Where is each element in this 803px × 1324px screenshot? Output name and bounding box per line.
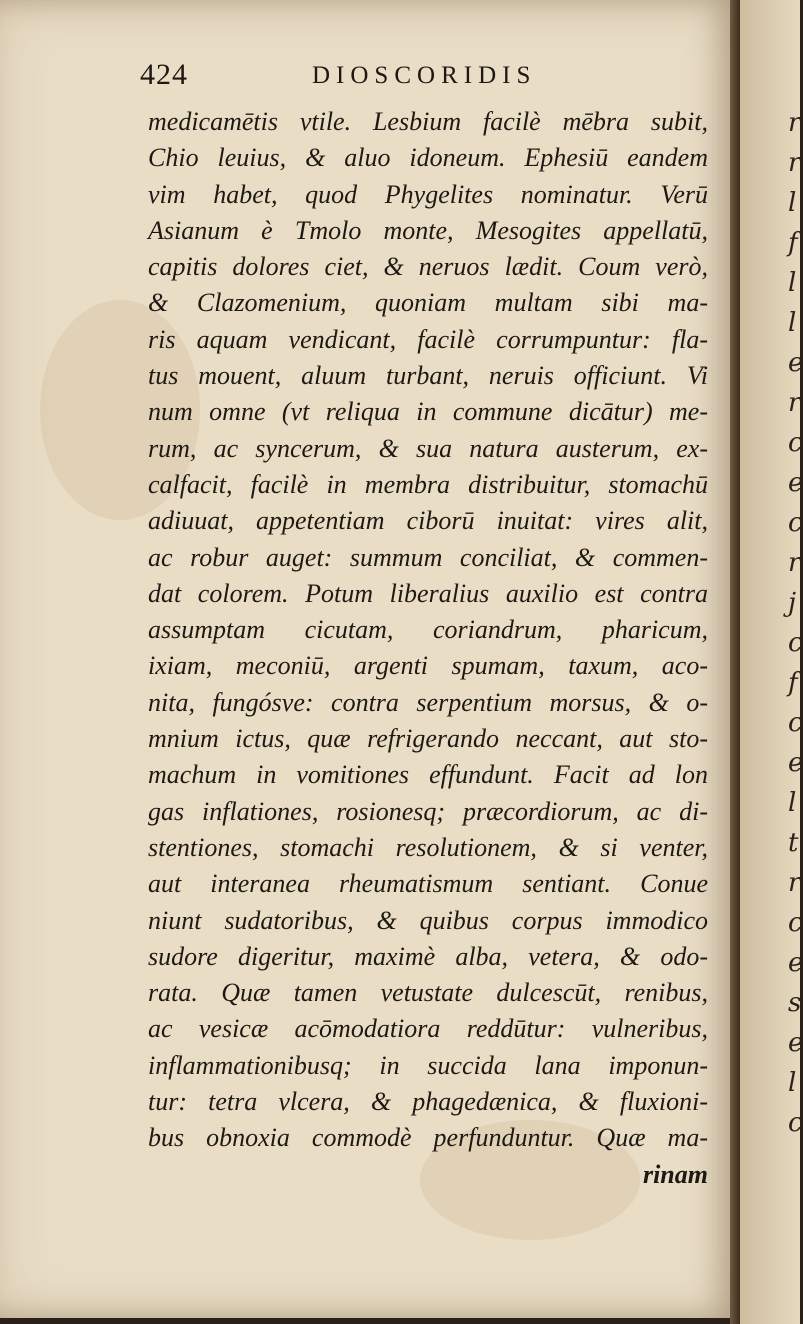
facing-page-glyph: r bbox=[788, 548, 801, 578]
facing-page-glyph: t bbox=[788, 828, 799, 858]
book-gutter bbox=[730, 0, 740, 1324]
text-line: ixiam, meconiū, argenti spumam, taxum, aco- bbox=[148, 651, 708, 681]
facing-page-glyph: e bbox=[788, 1028, 803, 1058]
facing-page-glyph: r bbox=[788, 148, 801, 178]
text-line: bus obnoxia commodè perfunduntur. Quæ ma- bbox=[148, 1123, 708, 1153]
text-line: adiuuat, appetentiam ciborū inuitat: vires alit, bbox=[148, 506, 708, 536]
facing-page-glyph: e bbox=[788, 748, 803, 778]
text-line: ris aquam vendicant, facilè corrumpuntur: fla- bbox=[148, 324, 708, 354]
text-line: Chio leuius, & aluo idoneum. Ephesiū eandem bbox=[148, 143, 708, 173]
text-line: sudore digeritur, maximè alba, vetera, & odo- bbox=[148, 941, 708, 971]
text-line: ac robur auget: summum conciliat, & commen- bbox=[148, 542, 708, 572]
facing-page-glyph: r bbox=[788, 388, 801, 418]
facing-page-glyph: l bbox=[788, 1068, 797, 1098]
text-line: machum in vomitiones effundunt. Facit ad lon bbox=[148, 760, 708, 790]
text-line: tus mouent, aluum turbant, neruis officiunt. Vi bbox=[148, 361, 708, 391]
facing-page-glyph: l bbox=[788, 308, 797, 338]
text-line: & Clazomenium, quoniam multam sibi ma- bbox=[148, 288, 708, 318]
facing-page-glyph: c bbox=[788, 708, 803, 738]
facing-page-glyph: e bbox=[788, 948, 803, 978]
text-line: calfacit, facilè in membra distribuitur, stomachū bbox=[148, 469, 708, 499]
text-line: assumptam cicutam, coriandrum, pharicum, bbox=[148, 615, 708, 645]
text-line: mnium ictus, quæ refrigerando neccant, aut sto- bbox=[148, 724, 708, 754]
page-number: 424 bbox=[140, 58, 188, 91]
facing-page-glyph: f bbox=[788, 668, 798, 698]
facing-page-glyph: e bbox=[788, 468, 803, 498]
text-line: stentiones, stomachi resolutionem, & si venter, bbox=[148, 832, 708, 862]
text-line: num omne (vt reliqua in commune dicātur) me- bbox=[148, 397, 708, 427]
facing-page-glyph: c bbox=[788, 428, 803, 458]
facing-page-glyph: s bbox=[788, 988, 802, 1018]
text-line: inflammationibusq; in succida lana imponun- bbox=[148, 1050, 708, 1080]
text-line: tur: tetra vlcera, & phagedænica, & fluxioni- bbox=[148, 1087, 708, 1117]
facing-page-glyph: c bbox=[788, 628, 803, 658]
text-line: niunt sudatoribus, & quibus corpus immodico bbox=[148, 905, 708, 935]
facing-page-glyph: c bbox=[788, 1108, 803, 1138]
facing-page-glyph: l bbox=[788, 268, 797, 298]
text-line: gas inflationes, rosionesq; præcordiorum, ac di- bbox=[148, 796, 708, 826]
facing-page-glyph: r bbox=[788, 868, 801, 898]
text-line: aut interanea rheumatismum sentiant. Conue bbox=[148, 869, 708, 899]
text-line: ac vesicæ acōmodatiora reddūtur: vulneribus, bbox=[148, 1014, 708, 1044]
facing-page-glyph: e bbox=[788, 348, 803, 378]
facing-page-glyph: j bbox=[788, 588, 797, 618]
facing-page-glyph: f bbox=[788, 228, 798, 258]
text-line: rata. Quæ tamen vetustate dulcescūt, renibus, bbox=[148, 978, 708, 1008]
text-line: Asianum è Tmolo monte, Mesogites appellatū, bbox=[148, 215, 708, 245]
text-line: rum, ac syncerum, & sua natura austerum, ex- bbox=[148, 433, 708, 463]
facing-page-glyph: c bbox=[788, 508, 803, 538]
catchword: rinam bbox=[642, 1159, 708, 1189]
text-line: capitis dolores ciet, & neruos lædit. Coum verò, bbox=[148, 252, 708, 282]
facing-page-glyph: l bbox=[788, 188, 797, 218]
page-header bbox=[140, 58, 700, 98]
text-line: nita, fungósve: contra serpentium morsus, & o- bbox=[148, 687, 708, 717]
running-head: DIOSCORIDIS bbox=[312, 62, 537, 89]
text-line: medicamētis vtile. Lesbium facilè mēbra subit, bbox=[148, 107, 708, 136]
text-block bbox=[148, 104, 708, 1193]
facing-page-glyph: l bbox=[788, 788, 797, 818]
facing-page-glyph: c bbox=[788, 908, 803, 938]
facing-page-glyph: r bbox=[788, 108, 801, 138]
facing-page-edge bbox=[740, 0, 803, 1324]
text-line: dat colorem. Potum liberalius auxilio est contra bbox=[148, 578, 708, 608]
text-line: vim habet, quod Phygelites nominatur. Verū bbox=[148, 179, 708, 209]
